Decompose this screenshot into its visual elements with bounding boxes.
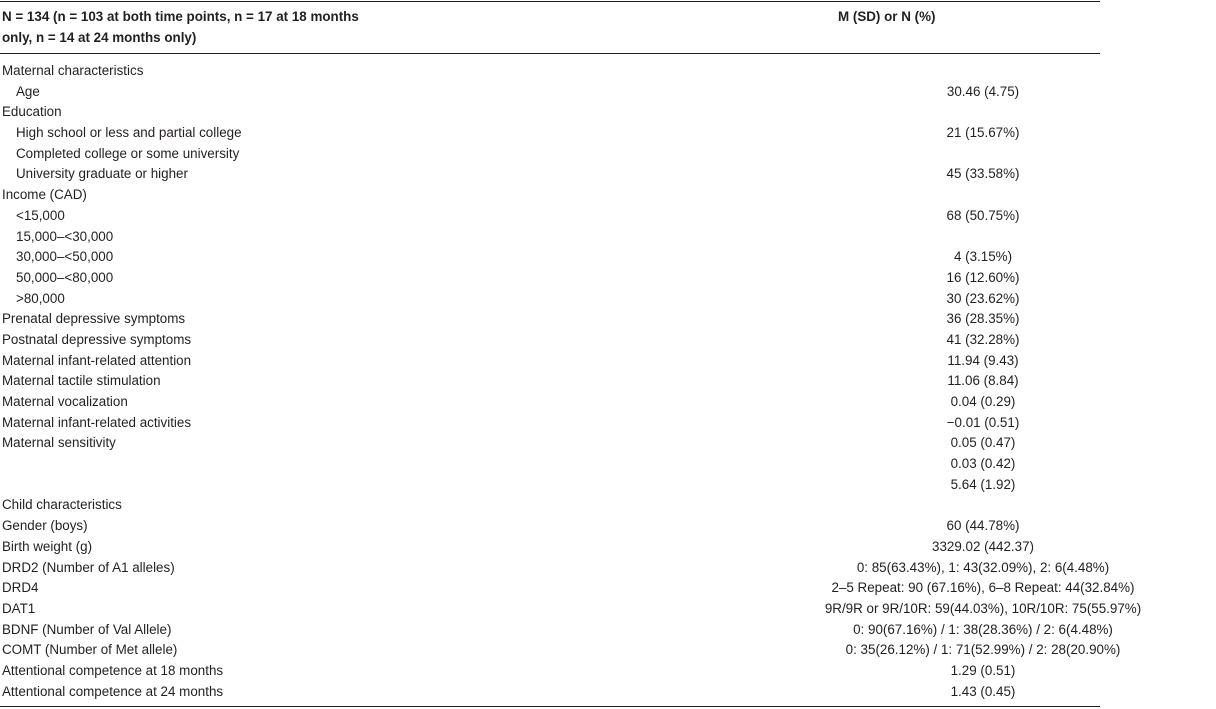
- table-row: [0, 640, 1121, 661]
- row-label: <15,000: [16, 207, 65, 223]
- row-label: Maternal infant-related attention: [2, 352, 192, 368]
- header-statistic-column: M (SD) or N (%): [838, 9, 936, 24]
- row-label: Completed college or some university: [16, 145, 240, 161]
- row-label: 15,000–<30,000: [16, 228, 114, 244]
- row-value: 0.03 (0.42): [950, 456, 1016, 472]
- row-label: 30,000–<50,000: [16, 249, 114, 265]
- row-value: 16 (12.60%): [946, 269, 1020, 285]
- table-header: [0, 6, 1100, 50]
- row-value: 0: 90(67.16%) / 1: 38(28.36%) / 2: 6(4.48%): [853, 621, 1113, 637]
- table-row: [0, 578, 1135, 599]
- row-label: Attentional competence at 18 months: [2, 662, 224, 678]
- table-row: [0, 454, 1100, 475]
- row-label: Birth weight (g): [2, 538, 93, 554]
- table-row: [0, 102, 1100, 123]
- row-value: 41 (32.28%): [946, 331, 1020, 347]
- row-label: Maternal sensitivity: [2, 435, 116, 451]
- table-row: [0, 433, 1100, 454]
- row-value: 11.94 (9.43): [947, 352, 1019, 368]
- table-row: [0, 227, 1100, 248]
- table-row: [0, 289, 1100, 310]
- row-label: Maternal infant-related activities: [2, 414, 192, 430]
- row-label: Age: [16, 83, 40, 99]
- table-row: [0, 620, 1113, 641]
- row-value: 0.04 (0.29): [950, 394, 1016, 409]
- table-header-rule: [0, 53, 1100, 54]
- row-value: 68 (50.75%): [946, 207, 1020, 223]
- row-value: −0.01 (0.51): [946, 414, 1020, 430]
- header-sample-description: N = 134 (n = 103 at both time points, n = 17 at 18 months only, n = 14 at 24 months only): [2, 9, 359, 45]
- row-label: 50,000–<80,000: [16, 269, 114, 285]
- table-row: [0, 516, 1100, 537]
- row-label: Postnatal depressive symptoms: [2, 331, 192, 347]
- table-row: [0, 123, 1100, 144]
- row-label: Maternal vocalization: [2, 394, 128, 409]
- table-row: [0, 206, 1100, 227]
- table-body: [0, 61, 1142, 702]
- row-label: High school or less and partial college: [16, 125, 242, 141]
- row-label: Child characteristics: [2, 497, 122, 513]
- table-row: [0, 351, 1100, 372]
- table-row: [0, 61, 1100, 82]
- row-label: Maternal characteristics: [2, 63, 144, 78]
- row-label: Prenatal depressive symptoms: [2, 311, 186, 327]
- table-row: [0, 82, 1100, 103]
- row-value: 36 (28.35%): [946, 311, 1020, 327]
- row-label: Income (CAD): [2, 187, 87, 203]
- row-label: BDNF (Number of Val Allele): [2, 621, 172, 637]
- table-row: [0, 144, 1100, 165]
- row-label: Education: [2, 104, 62, 120]
- table-row: [0, 475, 1100, 496]
- table-row: [0, 247, 1100, 268]
- row-label: DRD4: [2, 580, 39, 596]
- row-value: 1.43 (0.45): [950, 683, 1016, 699]
- row-value: 45 (33.58%): [946, 166, 1020, 182]
- table-top-rule: [0, 1, 1100, 2]
- table-row: [0, 682, 1100, 703]
- row-label: Maternal tactile stimulation: [2, 373, 161, 389]
- row-value: 2–5 Repeat: 90 (67.16%), 6–8 Repeat: 44(32.84%): [831, 580, 1135, 596]
- table-row: [0, 413, 1100, 434]
- row-value: 0.05 (0.47): [950, 435, 1016, 451]
- row-value: 0: 35(26.12%) / 1: 71(52.99%) / 2: 28(20.90%): [845, 642, 1121, 658]
- table-row: [0, 537, 1100, 558]
- row-label: Attentional competence at 24 months: [2, 683, 224, 699]
- table-row: [0, 309, 1100, 330]
- table-row: [0, 330, 1100, 351]
- row-value: 3329.02 (442.37): [932, 538, 1034, 554]
- row-value: 21 (15.67%): [946, 125, 1020, 141]
- table-row: [0, 164, 1100, 185]
- row-label: >80,000: [16, 290, 65, 306]
- row-value: 0: 85(63.43%), 1: 43(32.09%), 2: 6(4.48%): [856, 559, 1110, 575]
- table-row: [0, 392, 1100, 413]
- table-bottom-rule: [0, 706, 1100, 707]
- table-row: [0, 185, 1100, 206]
- row-label: DAT1: [2, 600, 36, 616]
- table-row: [0, 558, 1110, 579]
- row-value: 60 (44.78%): [946, 518, 1020, 534]
- row-label: Gender (boys): [2, 518, 88, 534]
- row-value: 9R/9R or 9R/10R: 59(44.03%), 10R/10R: 75(55.97%): [824, 600, 1142, 616]
- row-value: 30.46 (4.75): [946, 83, 1020, 99]
- row-value: 1.29 (0.51): [950, 662, 1016, 678]
- table-row: [0, 371, 1100, 392]
- row-value: 30 (23.62%): [946, 290, 1020, 306]
- row-value: 4 (3.15%): [953, 249, 1013, 265]
- table-row: [0, 495, 1100, 516]
- row-label: DRD2 (Number of A1 alleles): [2, 559, 175, 575]
- row-label: University graduate or higher: [16, 166, 188, 182]
- row-value: 11.06 (8.84): [947, 373, 1019, 389]
- row-label: COMT (Number of Met allele): [2, 642, 178, 658]
- table-row: [0, 661, 1100, 682]
- row-value: 5.64 (1.92): [950, 476, 1016, 492]
- table-row: [0, 268, 1100, 289]
- table-row: [0, 599, 1142, 620]
